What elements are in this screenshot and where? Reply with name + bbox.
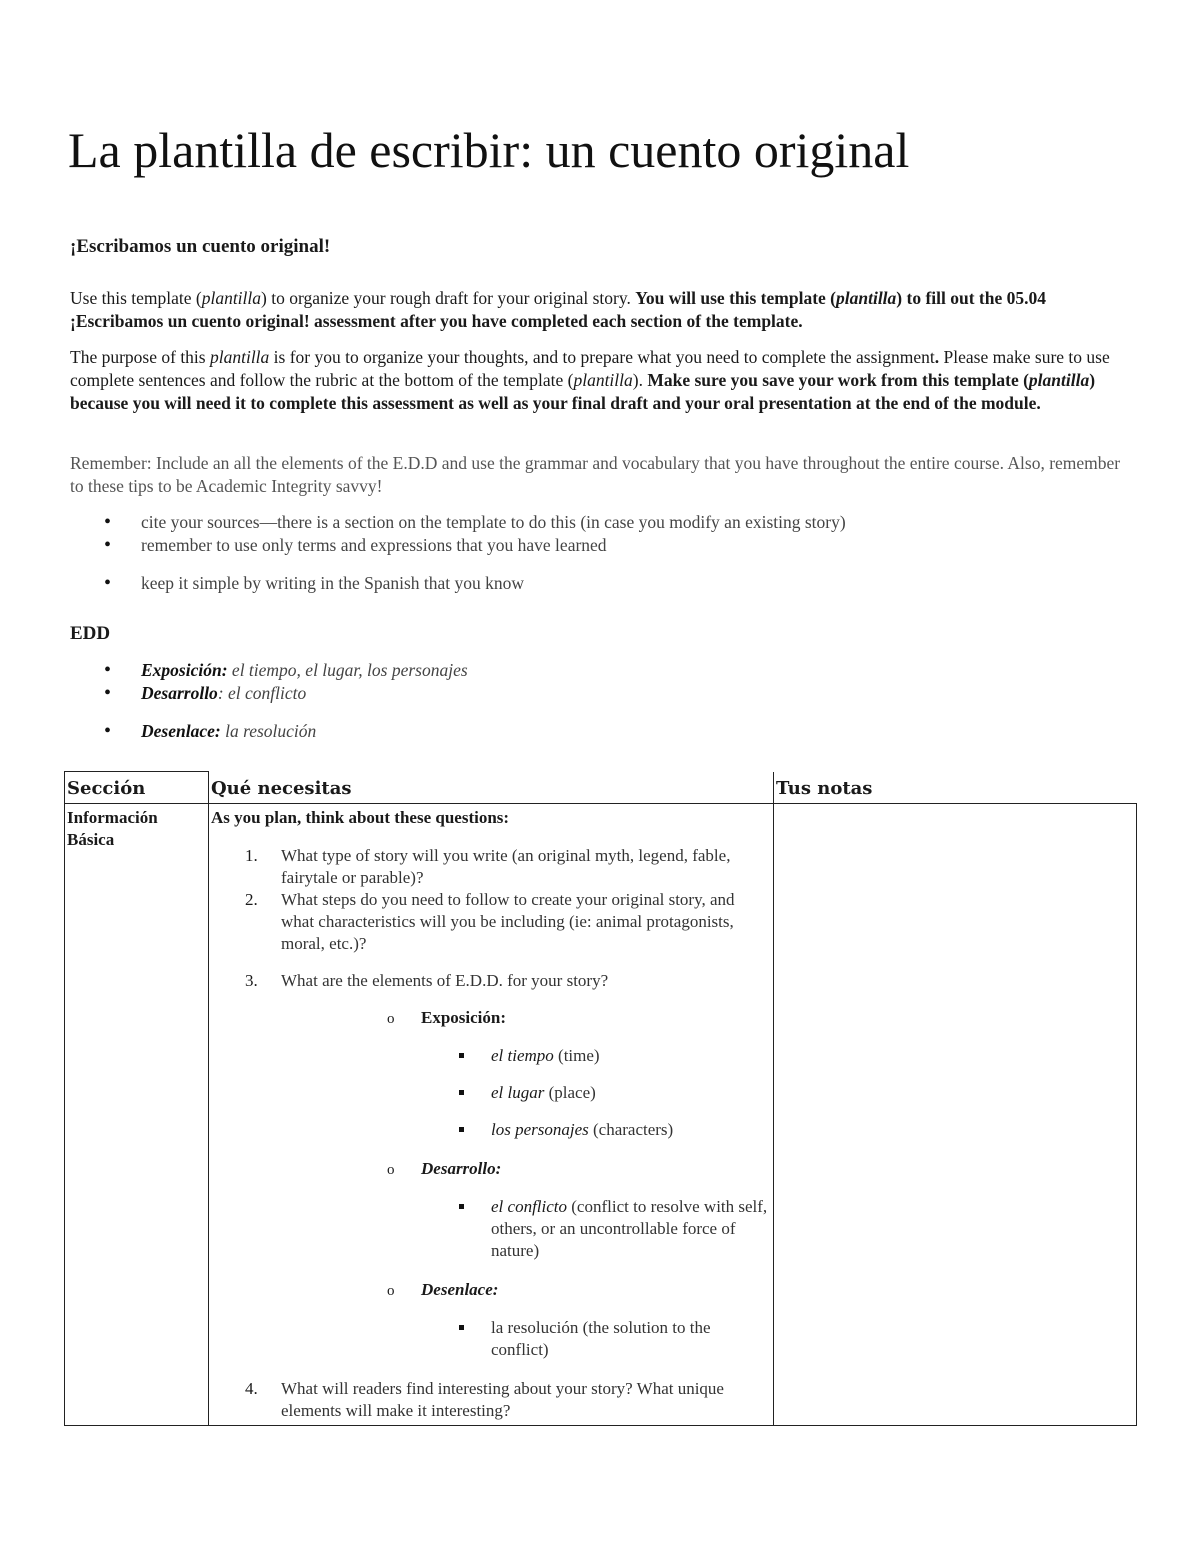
template-table [64, 771, 1137, 1426]
question-item [211, 970, 771, 1361]
text-run-bold: You will use this template ( [635, 288, 836, 308]
detail-item [281, 1045, 771, 1067]
detail-item [281, 1119, 771, 1141]
detail-item [281, 1196, 771, 1262]
detail-list [421, 1045, 771, 1141]
circle-bullet-icon: o [387, 1162, 395, 1178]
text-run: Use this template ( [70, 288, 202, 308]
reminder-paragraph: Remember: Include an all the elements of the E.D.D and use the grammar and vocabulary that you have throughout the entire course. Also, remember to these tips to be Academic Integrity savvy! [70, 453, 1121, 496]
edd-label: Desarrollo [141, 683, 218, 703]
detail-text: (place) [544, 1083, 596, 1102]
text-run-bold: . [934, 347, 940, 367]
square-bullet-icon [459, 1325, 464, 1330]
notes-cell[interactable] [774, 804, 1137, 1426]
sub-label: Desarrollo: [421, 1159, 502, 1178]
needs-heading: As you plan, think about these questions: [211, 808, 510, 827]
detail-text: (conflict to resolve with self, others, or an uncontrollable force of nature) [491, 1197, 768, 1260]
needs-cell [209, 804, 774, 1426]
edd-list [70, 659, 468, 743]
detail-list [421, 1317, 771, 1361]
edd-description: el tiempo, el lugar, los personajes [227, 660, 468, 680]
detail-list [421, 1196, 771, 1262]
question-item [211, 845, 771, 889]
text-run-bold: Make sure you save your work from this template ( [647, 370, 1029, 390]
text-run-bold-italic: plantilla [836, 288, 897, 308]
square-bullet-icon [459, 1127, 464, 1132]
sub-item-desenlace [281, 1279, 771, 1361]
edd-item [70, 659, 468, 682]
subtitle: ¡Escribamos un cuento original! [70, 236, 331, 257]
detail-item [281, 1082, 771, 1104]
edd-description: : el conflicto [217, 683, 307, 703]
header-seccion: Sección [65, 772, 209, 804]
detail-term: el conflicto [491, 1197, 568, 1216]
questions-list [211, 845, 771, 1422]
page-title: La plantilla de escribir: un cuento original [68, 122, 910, 178]
question-item [211, 1378, 771, 1422]
sub-item-exposicion [281, 1007, 771, 1141]
edd-item [70, 682, 468, 705]
text-run-italic: plantilla [573, 370, 633, 390]
header-que-necesitas: Qué necesitas [209, 772, 774, 804]
sub-item-desarrollo [281, 1158, 771, 1262]
question-number: 4. [245, 1379, 258, 1398]
question-text: What steps do you need to follow to create your original story, and what characteristics will you be including (ie: animal protagonists, moral, etc.)? [281, 890, 735, 953]
detail-term: el tiempo [491, 1046, 554, 1065]
text-run: The purpose of this [70, 347, 210, 367]
text-run: ). [632, 370, 648, 390]
detail-item [281, 1317, 771, 1361]
edd-description: la resolución [220, 721, 317, 741]
text-run: is for you to organize your thoughts, and to prepare what you need to complete the assignment [269, 347, 935, 367]
question-number: 2. [245, 890, 258, 909]
detail-text: (characters) [588, 1120, 674, 1139]
section-cell: Información Básica [65, 804, 209, 1426]
square-bullet-icon [459, 1204, 464, 1209]
text-run: Please make sure to use complete sentences and follow the rubric at the bottom of the template ( [70, 347, 1110, 390]
circle-bullet-icon: o [387, 1283, 395, 1299]
detail-term: el lugar [491, 1083, 545, 1102]
table-row [65, 804, 1137, 1426]
edd-label: Exposición: [141, 660, 228, 680]
sub-label: Desenlace: [421, 1280, 499, 1299]
text-run: ) to organize your rough draft for your original story. [261, 288, 636, 308]
square-bullet-icon [459, 1090, 464, 1095]
header-tus-notas: Tus notas [774, 772, 1137, 804]
text-run-bold: ) to fill out the 05.04 ¡Escribamos un cuento original! assessment after you have completed each section of the template. [70, 288, 1047, 331]
detail-term: los personajes [491, 1120, 589, 1139]
tip-item: • remember to use only terms and expressions that you have learned [70, 534, 846, 557]
text-run-italic: plantilla [201, 288, 262, 308]
question-text: What are the elements of E.D.D. for your story? [281, 971, 609, 990]
table-header-row [65, 772, 1137, 804]
tip-item: • cite your sources—there is a section on the template to do this (in case you modify an existing story) [70, 511, 846, 534]
edd-label: Desenlace: [141, 721, 221, 741]
sub-label: Exposición: [421, 1008, 507, 1027]
edd-sublist [281, 1007, 771, 1361]
question-item [211, 889, 771, 955]
circle-bullet-icon: o [387, 1011, 395, 1027]
detail-text: la resolución (the solution to the conflict) [491, 1318, 711, 1359]
question-text: What will readers find interesting about your story? What unique elements will make it interesting? [281, 1379, 724, 1420]
edd-item [70, 720, 468, 743]
intro-paragraph [70, 287, 1130, 333]
tip-item: • keep it simple by writing in the Spanish that you know [70, 572, 846, 595]
question-number: 1. [245, 846, 258, 865]
question-text: What type of story will you write (an original myth, legend, fable, fairytale or parable)? [281, 846, 731, 887]
text-run-bold: ) because you will need it to complete this assessment as well as your final draft and your oral presentation at the end of the module. [70, 370, 1096, 413]
detail-text: (time) [553, 1046, 600, 1065]
edd-heading: EDD [70, 623, 111, 644]
purpose-paragraph [70, 346, 1130, 415]
text-run-italic: plantilla [209, 347, 270, 367]
question-number: 3. [245, 971, 258, 990]
tips-list [70, 511, 846, 595]
square-bullet-icon [459, 1053, 464, 1058]
text-run-bold-italic: plantilla [1028, 370, 1090, 390]
